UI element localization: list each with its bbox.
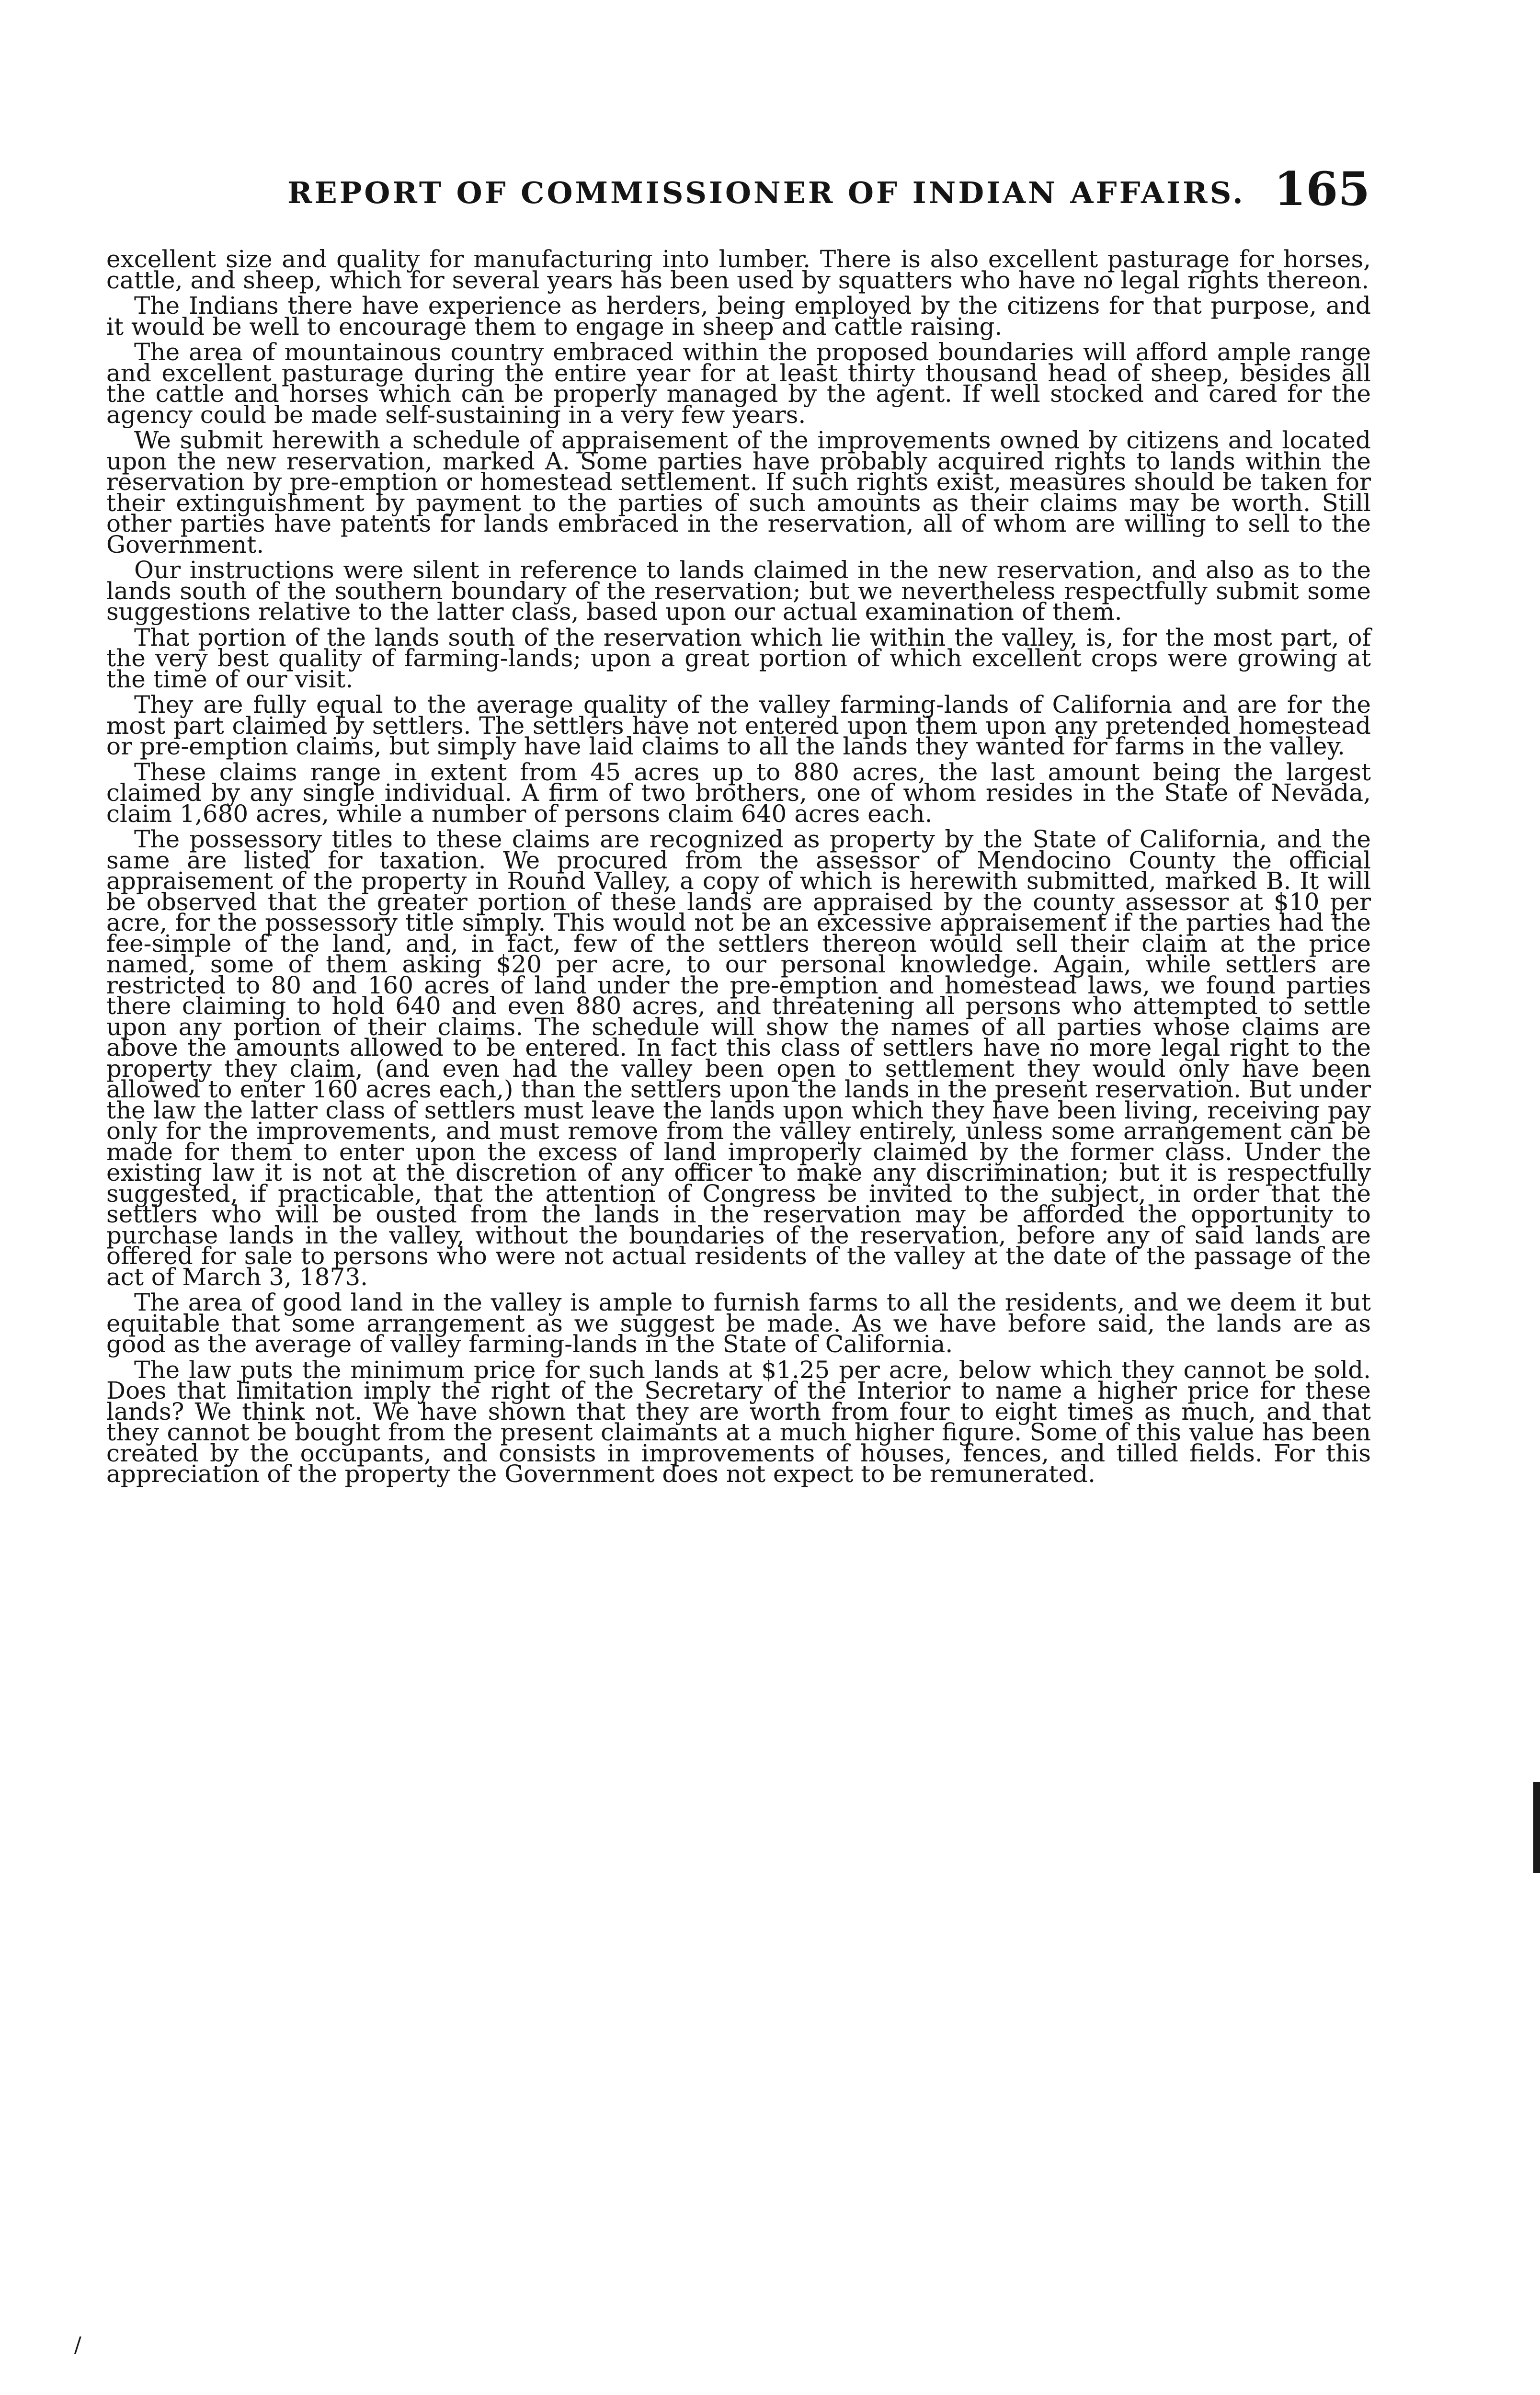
paragraph: Our instructions were silent in reference to lands claimed in the new reservation, and also as to the lands south of the southern boundary of the reservation; but we nevertheless respectfully submit some suggestions relative to the latter class, based upon our actual examination of them. bbox=[106, 556, 1371, 626]
page-number: 165 bbox=[1274, 162, 1370, 216]
paragraph: The area of good land in the valley is ample to furnish farms to all the residents, and we deem it but equitable that some arrangement as we suggest be made. As we have before said, the lands are as good as the average of valley farming-lands in the State of California. bbox=[106, 1289, 1371, 1358]
paragraph: The area of mountainous country embraced within the proposed boundaries will afford ample range and excellent pasturage during the entire year for at least thirty thousand head of sheep, besides all the cattle and horses which can be properly managed by the agent. If well stocked and cared for the agency could be made self-sustaining in a very few years. bbox=[106, 338, 1371, 429]
body-text bbox=[106, 245, 1371, 1490]
paragraph: They are fully equal to the average quality of the valley farming-lands of California and are for the most part claimed by settlers. The settlers have not entered upon them upon any pretended homestead or pre-emption claims, but simply have laid claims to all the lands they wanted for farms in the valley. bbox=[106, 691, 1371, 760]
paragraph: The law puts the minimum price for such lands at $1.25 per acre, below which they cannot be sold. Does that limitation imply the right of the Secretary of the Interior to name a higher price for these lands? We think not. We have shown that they are worth from four to eight times as much, and that they cannot be bought from the present claimants at a much higher figure. Some of this value has been created by the occupants, and consists in improvements of houses, fences, and tilled fields. For this appreciation of the property the Government does not expect to be remunerated. bbox=[106, 1356, 1371, 1488]
paragraph: These claims range in extent from 45 acres up to 880 acres, the last amount being the largest claimed by any single individual. A firm of two brothers, one of whom resides in the State of Nevada, claim 1,680 acres, while a number of persons claim 640 acres each. bbox=[106, 758, 1371, 828]
paragraph: We submit herewith a schedule of appraisement of the improvements owned by citizens and located upon the new reservation, marked A. Some parties have probably acquired rights to lands within the reservation by pre-emption or homestead settlement. If such rights exist, measures should be taken for their extinguishment by payment to the parties of such amounts as their claims may be worth. Still other parties have patents for lands embraced in the reservation, all of whom are willing to sell to the Government. bbox=[106, 426, 1371, 559]
paragraph-continuation: excellent size and quality for manufacturing into lumber. There is also excellent pasturage for horses, cattle, and sheep, which for several years has been used by squatters who have no legal rights thereon. bbox=[106, 245, 1371, 294]
paragraph: That portion of the lands south of the reservation which lie within the valley, is, for the most part, of the very best quality of farming-lands; upon a great portion of which excellent crops were growing at the time of our visit. bbox=[106, 623, 1371, 693]
margin-mark: / bbox=[74, 2333, 81, 2357]
page-header bbox=[287, 162, 1370, 219]
running-title: REPORT OF COMMISSIONER OF INDIAN AFFAIRS. bbox=[287, 175, 1245, 210]
page-edge-mark bbox=[1533, 1782, 1540, 1873]
paragraph: The possessory titles to these claims are recognized as property by the State of California, and the same are listed for taxation. We procured from the assessor of Mendocino County the official appraisement of the property in Round Valley, a copy of which is herewith submitted, marked B. It will be observed that the greater portion of these lands are appraised by the county assessor at $10 per acre, for the possessory title simply. This would not be an excessive appraisement if the parties had the fee-simple of the land, and, in fact, few of the settlers thereon would sell their claim at the price named, some of them asking $20 per acre, to our personal knowledge. Again, while settlers are restricted to 80 and 160 acres of land under the pre-emption and homestead laws, we found parties there claiming to hold 640 and even 880 acres, and threatening all persons who attempted to settle upon any portion of their claims. The schedule will show the names of all parties whose claims are above the amounts allowed to be entered. In fact this class of settlers have no more legal right to the property they claim, (and even had the valley been open to settlement they would only have been allowed to enter 160 acres each,) than the settlers upon the lands in the present reservation. But under the law the latter class of settlers must leave the lands upon which they have been living, receiving pay only for the improvements, and must remove from the valley entirely, unless some arrangement can be made for them to enter upon the excess of land improperly claimed by the former class. Under the existing law it is not at the discretion of any officer to make any discrimination; but it is respectfully suggested, if practicable, that the attention of Congress be invited to the subject, in order that the settlers who will be ousted from the lands in the reservation may be afforded the opportunity to purchase lands in the valley, without the boundaries of the reservation, before any of said lands are offered for sale to persons who were not actual residents of the valley at the date of the passage of the act of March 3, 1873. bbox=[106, 825, 1371, 1291]
paragraph: The Indians there have experience as herders, being employed by the citizens for that purpose, and it would be well to encourage them to engage in sheep and cattle raising. bbox=[106, 292, 1371, 341]
